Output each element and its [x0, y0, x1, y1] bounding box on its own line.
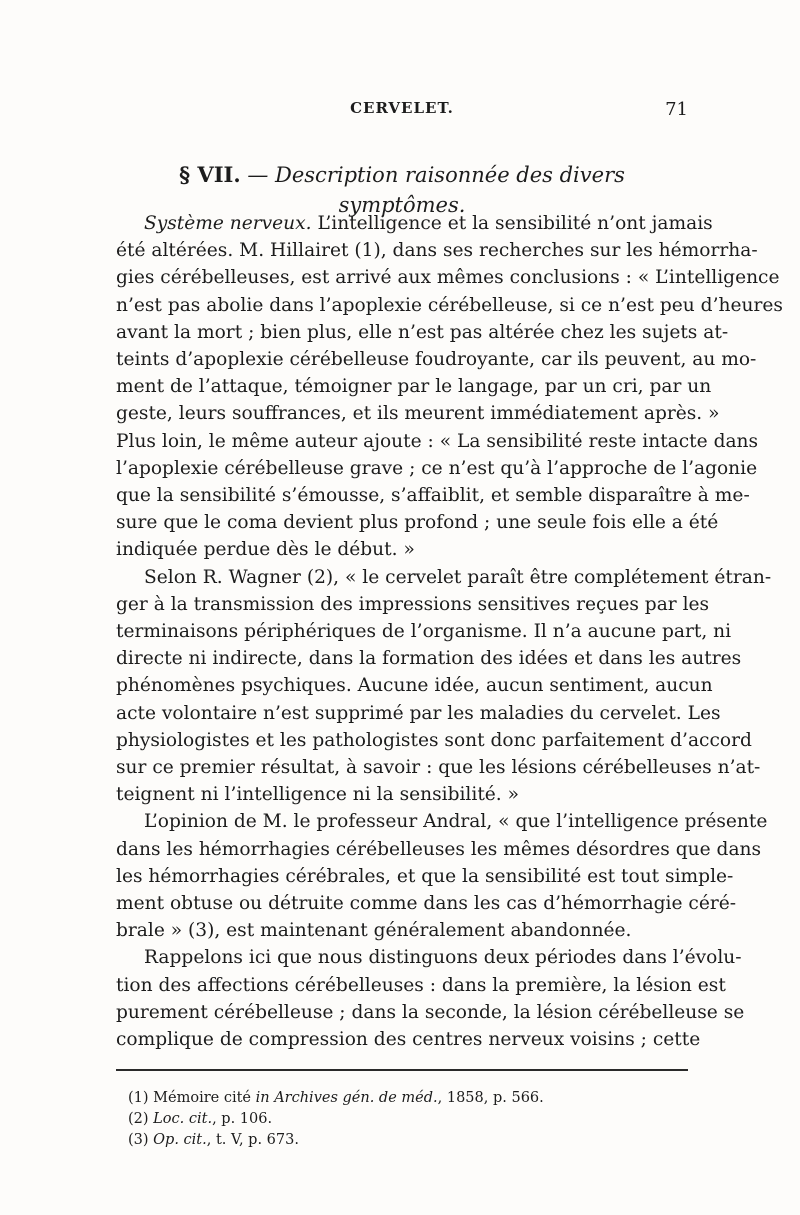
paragraph-wagner [116, 564, 772, 809]
text-line: physiologistes et les pathologistes sont donc parfaitement d’accord [116, 729, 752, 751]
text-line: teints d’apoplexie cérébelleuse foudroyante, car ils peuvent, au mo- [116, 349, 757, 371]
text-line: ger à la transmission des impressions sensitives reçues par les [116, 593, 710, 615]
footnote-mark: (2) [128, 1111, 149, 1127]
text-line [116, 210, 713, 237]
running-head [116, 99, 688, 125]
text-line: directe ni indirecte, dans la formation des idées et dans les autres [116, 648, 742, 670]
section-title: — Description raisonnée des divers symptômes. [247, 163, 625, 217]
footnote-rest: , p. 106. [212, 1111, 273, 1127]
text-line: tion des affections cérébelleuses : dans la première, la lésion est [116, 974, 726, 996]
footnote-2 [128, 1109, 688, 1130]
footnote-3 [128, 1130, 688, 1151]
text-line: que la sensibilité s’émousse, s’affaiblit, et semble disparaître à me- [116, 485, 750, 507]
text-line: Plus loin, le même auteur ajoute : « La sensibilité reste intacte dans [116, 430, 759, 452]
text-line: L’opinion de M. le professeur Andral, « que l’intelligence présente [144, 811, 768, 833]
text-line: complique de compression des centres nerveux voisins ; cette [116, 1029, 701, 1051]
text-line: sur ce premier résultat, à savoir : que les lésions cérébelleuses n’at- [116, 757, 761, 779]
text-line: Selon R. Wagner (2), « le cervelet paraît être complétement étran- [144, 566, 772, 588]
text-line: gies cérébelleuses, est arrivé aux mêmes conclusions : « L’intelligence [116, 267, 780, 289]
text-line: acte volontaire n’est supprimé par les maladies du cervelet. Les [116, 702, 721, 724]
paragraph-two-periods [116, 944, 745, 1053]
footnote-text: Mémoire cité [148, 1090, 256, 1106]
text-line: Rappelons ici que nous distinguons deux périodes dans l’évolu- [144, 947, 742, 969]
text-line: été altérées. M. Hillairet (1), dans ses recherches sur les hémorrha- [116, 240, 758, 262]
text-line: dans les hémorrhagies cérébelleuses les mêmes désordres que dans [116, 838, 762, 860]
text-line: purement cérébelleuse ; dans la seconde, la lésion cérébelleuse se [116, 1001, 745, 1023]
footnote-citation: in Archives gén. de méd. [255, 1090, 438, 1106]
page-number: 71 [665, 99, 688, 120]
text-line: terminaisons périphériques de l’organisme. Il n’a aucune part, ni [116, 621, 732, 643]
text-line: sure que le coma devient plus profond ; une seule fois elle a été [116, 512, 719, 534]
text-line: ment de l’attaque, témoigner par le langage, par un cri, par un [116, 376, 712, 398]
footnote-1 [128, 1088, 688, 1109]
text-line: les hémorrhagies cérébrales, et que la sensibilité est tout simple- [116, 865, 734, 887]
paragraph-nervous-system [116, 210, 783, 564]
footnote-mark: (3) [128, 1132, 149, 1148]
running-title: CERVELET. [350, 99, 454, 117]
text-line: phénomènes psychiques. Aucune idée, aucun sentiment, aucun [116, 675, 713, 697]
footnote-rule [116, 1069, 688, 1071]
text-line: l’apoplexie cérébelleuse grave ; ce n’est qu’à l’approche de l’agonie [116, 457, 758, 479]
text-line: teignent ni l’intelligence ni la sensibilité. » [116, 784, 519, 806]
body-text [116, 210, 783, 1053]
text-line: avant la mort ; bien plus, elle n’est pas altérée chez les sujets at- [116, 321, 729, 343]
footnote-citation: Op. cit. [153, 1132, 207, 1148]
section-number: § VII. [179, 162, 241, 187]
text-line-content: L’intelligence et la sensibilité n’ont jamais [311, 213, 713, 234]
footnote-citation: Loc. cit. [153, 1111, 213, 1127]
text-line: n’est pas abolie dans l’apoplexie cérébelleuse, si ce n’est peu d’heures [116, 294, 783, 316]
footnote-rest: , t. V, p. 673. [206, 1132, 299, 1148]
text-line: brale » (3), est maintenant généralement abandonnée. [116, 920, 632, 942]
footnote-mark: (1) [128, 1090, 149, 1106]
text-line: indiquée perdue dès le début. » [116, 539, 415, 561]
footnote-rest: , 1858, p. 566. [437, 1090, 544, 1106]
paragraph-andral [116, 808, 768, 944]
text-line: geste, leurs souffrances, et ils meurent immédiatement après. » [116, 403, 720, 425]
paragraph-lead: Système nerveux. [144, 213, 312, 234]
footnotes [128, 1088, 688, 1151]
text-line: ment obtuse ou détruite comme dans les cas d’hémorrhagie céré- [116, 893, 737, 915]
